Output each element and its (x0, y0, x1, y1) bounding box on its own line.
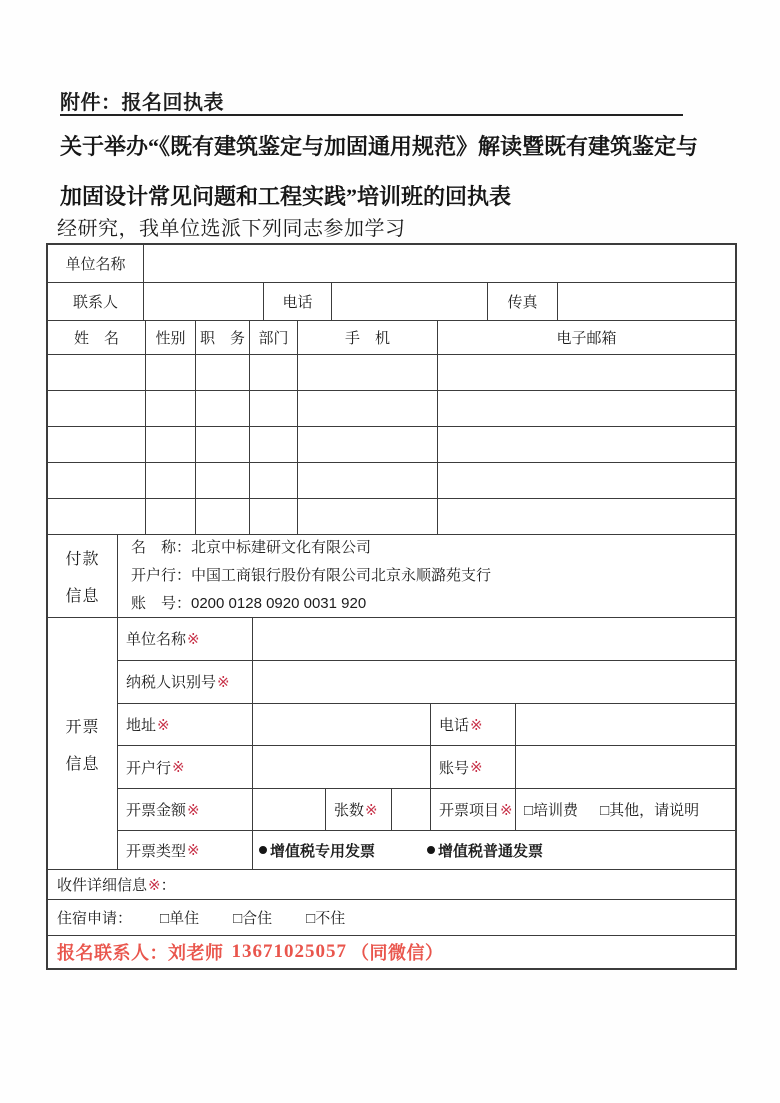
label-text: 开票金额 (126, 802, 187, 820)
invoice-taxid-label (118, 661, 253, 703)
required-mark: ※ (148, 876, 161, 894)
invoice-count-label (326, 789, 392, 830)
invoice-company-label (118, 618, 253, 660)
heading-line-1: 关于举办“《既有建筑鉴定与加固通用规范》解读暨既有建筑鉴定与 (60, 134, 699, 159)
invoice-label-line1: 开票 (65, 718, 100, 736)
label-text: 开户行 (126, 759, 172, 777)
invoice-company-field (253, 618, 735, 660)
cell-gender (146, 391, 196, 426)
cell-name (48, 355, 146, 390)
header-email: 电子邮箱 (556, 330, 617, 347)
contact-field (144, 283, 264, 320)
cell-gender (146, 355, 196, 390)
label-text: 单位名称 (126, 631, 187, 649)
colon: ： (160, 877, 176, 894)
required-mark: ※ (365, 801, 378, 819)
invoice-type-ordinary (427, 840, 543, 861)
intro-line: 经研究，我单位选派下列同志参加学习 (57, 218, 406, 240)
title-underline (60, 114, 683, 116)
header-mobile: 手 机 (298, 321, 438, 354)
invoice-subtable (118, 618, 735, 869)
invoice-address-field (253, 704, 431, 746)
cell-mobile (298, 427, 438, 462)
cell-position (196, 427, 250, 462)
payment-account: 账 号：0200 0128 0920 0031 920 (131, 595, 367, 612)
radio-icon (259, 846, 267, 854)
signup-contact-name: 报名联系人：刘老师 (57, 943, 224, 963)
cell-mobile (298, 463, 438, 498)
label-text: 账号 (439, 759, 470, 777)
payment-label-line2: 信息 (65, 588, 100, 605)
label-text: 电话 (439, 717, 470, 735)
payment-company: 名 称：北京中标建研文化有限公司 (131, 539, 372, 556)
payment-bank: 开户行：中国工商银行股份有限公司北京永顺潞苑支行 (131, 567, 492, 584)
cell-department (250, 427, 298, 462)
invoice-taxid-field (253, 661, 735, 703)
label-text: 开票项目 (439, 802, 500, 820)
signup-contact-wechat: （同微信） (351, 943, 444, 963)
header-department: 部门 (250, 321, 298, 354)
cell-name (48, 499, 146, 534)
required-mark: ※ (500, 801, 513, 819)
cell-mobile (298, 391, 438, 426)
cell-email (438, 391, 735, 426)
cell-email (438, 427, 735, 462)
payment-details (118, 535, 735, 617)
invoice-account-label (431, 746, 516, 788)
unit-name-row (48, 245, 735, 283)
fax-field (558, 283, 735, 320)
cell-mobile (298, 355, 438, 390)
invoice-section (48, 618, 735, 870)
cell-department (250, 391, 298, 426)
attendee-row (48, 427, 735, 463)
invoice-bank-row (118, 746, 735, 789)
cell-position (196, 355, 250, 390)
payment-section-label (48, 535, 118, 617)
checkbox-option-shared: □合住 (233, 910, 273, 927)
recipient-label (48, 870, 735, 899)
invoice-address-label (118, 704, 253, 746)
required-mark: ※ (217, 673, 230, 691)
cell-name (48, 391, 146, 426)
invoice-count-field (392, 789, 431, 830)
unit-name-field (144, 245, 735, 282)
attendee-row (48, 391, 735, 427)
checkbox-option-training-fee: □培训费 (524, 802, 579, 820)
header-gender: 性别 (146, 321, 196, 354)
invoice-section-label (48, 618, 118, 869)
payment-section (48, 535, 735, 618)
label-text: 开票类型 (126, 842, 187, 860)
attendee-row (48, 355, 735, 391)
invoice-bank-field (253, 746, 431, 788)
radio-label: 增值税专用发票 (270, 842, 376, 860)
signup-contact-phone: 13671025057 (231, 941, 347, 962)
invoice-type-row (118, 831, 735, 869)
radio-label: 增值税普通发票 (438, 842, 544, 860)
signup-contact-row (48, 936, 735, 968)
cell-position (196, 463, 250, 498)
checkbox-option-none: □不住 (306, 910, 346, 927)
phone-field (332, 283, 488, 320)
lodging-row (48, 900, 735, 936)
payment-label-line1: 付款 (65, 551, 100, 568)
contact-label: 联系人 (48, 283, 144, 320)
cell-name (48, 463, 146, 498)
unit-name-label: 单位名称 (48, 245, 144, 282)
header-name: 姓 名 (48, 321, 146, 354)
invoice-type-options (253, 831, 735, 869)
label-text: 地址 (126, 717, 157, 735)
cell-position (196, 499, 250, 534)
cell-position (196, 391, 250, 426)
required-mark: ※ (470, 759, 483, 777)
attendee-row (48, 499, 735, 535)
cell-email (438, 463, 735, 498)
required-mark: ※ (470, 716, 483, 734)
recipient-row (48, 870, 735, 900)
invoice-project-label (431, 789, 516, 830)
required-mark: ※ (187, 801, 200, 819)
invoice-type-special (259, 840, 375, 861)
header-position: 职 务 (196, 321, 250, 354)
invoice-taxid-row (118, 661, 735, 704)
phone-label: 电话 (264, 283, 332, 320)
invoice-account-field (516, 746, 735, 788)
cell-mobile (298, 499, 438, 534)
cell-department (250, 355, 298, 390)
label-text: 收件详细信息 (57, 877, 148, 894)
cell-name (48, 427, 146, 462)
label-text: 纳税人识别号 (126, 674, 217, 692)
invoice-phone-field (516, 704, 735, 746)
invoice-amount-label (118, 789, 253, 830)
form-heading (60, 122, 740, 222)
invoice-bank-label (118, 746, 253, 788)
cell-email (438, 499, 735, 534)
fax-label: 传真 (488, 283, 558, 320)
invoice-amount-row (118, 789, 735, 831)
required-mark: ※ (172, 759, 185, 777)
invoice-project-options (516, 789, 735, 830)
attachment-title: 附件：报名回执表 (60, 92, 224, 114)
cell-gender (146, 463, 196, 498)
cell-gender (146, 427, 196, 462)
lodging-options (48, 900, 735, 935)
attendee-row (48, 463, 735, 499)
heading-line-2: 加固设计常见问题和工程实践”培训班的回执表 (60, 184, 512, 209)
checkbox-option-single: □单住 (160, 910, 200, 927)
checkbox-option-other: □其他，请说明 (600, 802, 700, 820)
invoice-address-row (118, 704, 735, 747)
invoice-type-label (118, 831, 253, 869)
required-mark: ※ (157, 716, 170, 734)
invoice-label-line2: 信息 (65, 755, 100, 773)
invoice-company-row (118, 618, 735, 661)
cell-email (438, 355, 735, 390)
cell-gender (146, 499, 196, 534)
invoice-phone-label (431, 704, 516, 746)
label-text: 张数 (334, 802, 365, 820)
contact-row (48, 283, 735, 321)
required-mark: ※ (187, 630, 200, 648)
required-mark: ※ (187, 842, 200, 860)
invoice-amount-field (253, 789, 326, 830)
lodging-label: 住宿申请： (57, 910, 133, 927)
registration-table (46, 243, 737, 970)
cell-department (250, 463, 298, 498)
radio-icon (427, 846, 435, 854)
attendee-header-row (48, 321, 735, 355)
cell-department (250, 499, 298, 534)
